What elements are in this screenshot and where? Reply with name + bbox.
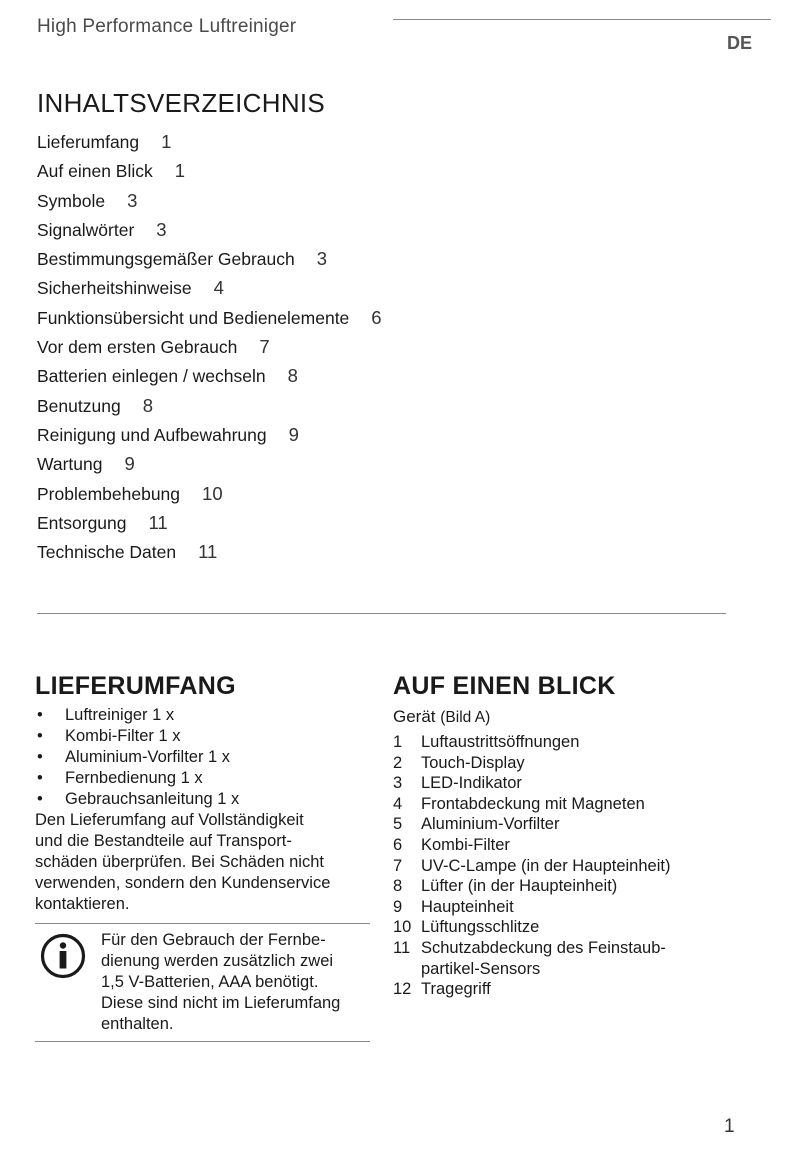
- part-item: [393, 917, 773, 938]
- part-item: [393, 814, 773, 835]
- toc-entry: [37, 508, 382, 537]
- part-item: [393, 794, 773, 815]
- contents-list: [35, 705, 370, 810]
- part-label-line: Tragegriff: [421, 980, 491, 999]
- part-item: [393, 938, 773, 979]
- part-item: [393, 753, 773, 774]
- note-text: [101, 930, 340, 1035]
- header-divider: [393, 19, 771, 20]
- toc-entry: [37, 186, 382, 215]
- part-item: [393, 773, 773, 794]
- auf-einen-blick-heading: AUF EINEN BLICK: [393, 672, 616, 700]
- part-label-line: Schutzabdeckung des Feinstaub-: [421, 938, 666, 957]
- toc-entry: [37, 273, 382, 302]
- toc-entry: [37, 479, 382, 508]
- toc-entry-page: 3: [156, 218, 167, 240]
- language-code: DE: [727, 33, 753, 53]
- toc-entry-label: Funktionsübersicht und Bedienelemente: [37, 307, 350, 328]
- note-line: dienung werden zusätzlich zwei: [101, 952, 334, 970]
- toc-entry-label: Problembehebung: [37, 483, 181, 504]
- toc-entry: [37, 361, 382, 390]
- device-label: Gerät: [393, 707, 436, 726]
- paragraph-line: schäden überprüfen. Bei Schäden nicht: [35, 853, 324, 871]
- toc-entry: [37, 127, 382, 156]
- bullet-dot: •: [37, 727, 43, 745]
- part-number: 1: [393, 733, 403, 751]
- part-number: 11: [393, 938, 411, 957]
- toc-entry: [37, 332, 382, 361]
- part-number: 3: [393, 774, 403, 793]
- toc-entry-label: Auf einen Blick: [37, 161, 153, 182]
- paragraph-line: verwenden, sondern den Kundenservice: [35, 874, 331, 892]
- part-item: [393, 856, 773, 877]
- part-label-line: Lüftungsschlitze: [421, 918, 540, 937]
- part-label: [421, 773, 522, 794]
- part-label-line: Lüfter (in der Haupteinheit): [421, 877, 618, 896]
- contents-item-label: Gebrauchsanleitung 1 x: [65, 790, 240, 808]
- note-line: 1,5 V-Batterien, AAA benötigt.: [101, 973, 319, 991]
- part-number: 12: [393, 980, 412, 999]
- section-divider: [37, 613, 726, 614]
- part-label: [421, 835, 510, 856]
- toc-entry-label: Batterien einlegen / wechseln: [37, 366, 266, 387]
- contents-item: [35, 726, 370, 747]
- part-label-line: Frontabdeckung mit Magneten: [421, 794, 645, 813]
- contents-item: [35, 747, 370, 768]
- toc-entry-label: Sicherheitshinweise: [37, 278, 192, 299]
- part-number: 5: [393, 815, 403, 834]
- toc-entry: [37, 449, 382, 478]
- toc-entry-page: 11: [148, 511, 168, 533]
- part-label: [421, 794, 645, 815]
- toc-entry-page: 10: [202, 482, 223, 504]
- toc-entry-label: Symbole: [37, 190, 106, 211]
- document-title: High Performance Luftreiniger: [37, 16, 297, 37]
- paragraph-line: kontaktieren.: [35, 895, 130, 913]
- toc-entry: [37, 537, 382, 566]
- toc-entry: [37, 156, 382, 185]
- toc-entry-page: 1: [161, 131, 172, 152]
- bullet-dot: •: [37, 706, 43, 724]
- part-label: [421, 897, 514, 918]
- part-item: [393, 979, 773, 1000]
- parts-list: [393, 732, 773, 1000]
- part-label-line: Kombi-Filter: [421, 835, 510, 854]
- toc-entry-page: 7: [259, 336, 270, 358]
- paragraph-line: Den Lieferumfang auf Vollständigkeit: [35, 811, 304, 829]
- lieferumfang-heading: LIEFERUMFANG: [35, 672, 236, 700]
- toc-entry-page: 8: [287, 365, 298, 387]
- paragraph-line: und die Bestandteile auf Transport-: [35, 832, 292, 850]
- toc-entry: [37, 391, 382, 420]
- part-number: 8: [393, 877, 403, 896]
- toc-entry-page: 11: [198, 541, 218, 563]
- toc-entry-page: 3: [127, 189, 138, 211]
- note-line: Für den Gebrauch der Fernbe-: [101, 931, 326, 949]
- info-icon: [39, 932, 87, 980]
- contents-item-label: Fernbedienung 1 x: [65, 769, 203, 787]
- toc-entry-label: Lieferumfang: [37, 132, 140, 152]
- part-label-line: Luftaustrittsöffnungen: [421, 733, 580, 751]
- page-number: 1: [724, 1116, 735, 1137]
- part-label: [421, 732, 579, 753]
- bullet-dot: •: [37, 790, 43, 808]
- toc-entry-page: 8: [142, 394, 153, 416]
- device-subheading: [393, 705, 773, 730]
- toc-entry-label: Reinigung und Aufbewahrung: [37, 424, 267, 445]
- part-label-line: Aluminium-Vorfilter: [421, 815, 560, 834]
- toc-entry-label: Entsorgung: [37, 512, 127, 533]
- toc-entry-label: Signalwörter: [37, 219, 135, 240]
- toc-entry: [37, 244, 382, 273]
- part-label-line: UV-C-Lampe (in der Haupteinheit): [421, 856, 671, 875]
- part-item: [393, 732, 773, 753]
- contents-paragraph: [35, 810, 370, 915]
- bullet-dot: •: [37, 769, 43, 787]
- part-label: [421, 979, 491, 1000]
- part-label: [421, 814, 559, 835]
- part-number: 2: [393, 753, 403, 772]
- toc-entry-page: 6: [371, 306, 382, 328]
- toc-entry: [37, 303, 382, 332]
- part-label-line: Haupteinheit: [421, 897, 514, 916]
- info-note: [35, 923, 370, 1042]
- toc-heading: INHALTSVERZEICHNIS: [37, 88, 326, 118]
- auf-einen-blick-section: [393, 669, 773, 1000]
- part-number: 7: [393, 856, 403, 875]
- figure-reference: (Bild A): [440, 709, 491, 726]
- part-label-line: LED-Indikator: [421, 774, 522, 793]
- toc-entry-label: Benutzung: [37, 395, 121, 416]
- toc-entry-page: 1: [174, 160, 186, 182]
- toc-entry-page: 9: [124, 453, 135, 475]
- note-line: Diese sind nicht im Lieferumfang: [101, 994, 341, 1012]
- toc-entry-label: Wartung: [37, 454, 103, 475]
- part-item: [393, 876, 773, 897]
- contents-item-label: Kombi-Filter 1 x: [65, 727, 181, 745]
- part-label: [421, 876, 617, 897]
- lieferumfang-section: [35, 669, 370, 1042]
- part-number: 6: [393, 835, 403, 854]
- part-number: 10: [393, 918, 412, 937]
- contents-item: [35, 705, 370, 726]
- note-line: enthalten.: [101, 1015, 174, 1033]
- part-label: [421, 917, 539, 938]
- contents-item-label: Luftreiniger 1 x: [65, 706, 175, 724]
- toc-entry-label: Vor dem ersten Gebrauch: [37, 337, 238, 358]
- part-label: [421, 938, 666, 979]
- part-number: 9: [393, 897, 403, 916]
- part-label-line: Touch-Display: [421, 753, 525, 772]
- toc-entry: [37, 215, 382, 244]
- part-item: [393, 835, 773, 856]
- toc-entry-label: Bestimmungsgemäßer Gebrauch: [37, 249, 295, 270]
- toc-entry-page: 3: [316, 248, 328, 270]
- contents-item: [35, 768, 370, 789]
- part-label: [421, 753, 525, 774]
- bullet-dot: •: [37, 748, 43, 766]
- contents-item-label: Aluminium-Vorfilter 1 x: [65, 748, 231, 766]
- part-number: 4: [393, 794, 403, 813]
- toc-entry: [37, 420, 382, 449]
- toc-entry-label: Technische Daten: [37, 542, 177, 563]
- contents-item: [35, 789, 370, 810]
- toc-entry-page: 4: [213, 277, 224, 299]
- table-of-contents: [37, 127, 382, 566]
- part-label: [421, 856, 670, 877]
- part-item: [393, 897, 773, 918]
- part-label-line: partikel-Sensors: [421, 959, 541, 978]
- toc-entry-page: 9: [288, 423, 299, 445]
